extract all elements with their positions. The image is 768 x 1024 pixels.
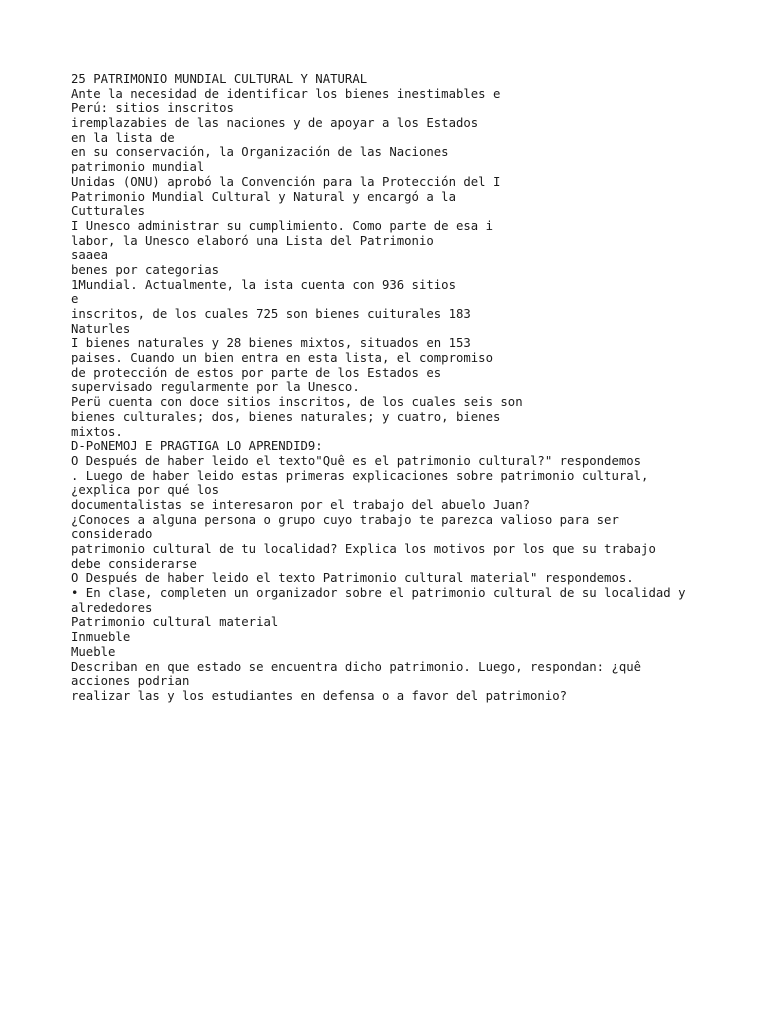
text-line: • En clase, completen un organizador sobre el patrimonio cultural de su localidad y: [71, 586, 686, 601]
text-line: en la lista de: [71, 130, 175, 145]
text-line: O Después de haber leido el texto"Quê es el patrimonio cultural?" respondemos: [71, 453, 642, 468]
text-line: bienes culturales; dos, bienes naturales; y cuatro, bienes: [71, 409, 501, 424]
text-line: patrimonio mundial: [71, 160, 205, 175]
text-line: Patrimonio cultural material: [71, 615, 279, 630]
text-line: debe considerarse: [71, 556, 197, 571]
text-line: documentalistas se interesaron por el trabajo del abuelo Juan?: [71, 497, 531, 512]
text-line: mixtos.: [71, 424, 123, 439]
document-title: 25 PATRIMONIO MUNDIAL CULTURAL Y NATURAL: [71, 72, 368, 86]
section-heading: D-PoNEMOJ E PRAGTIGA LO APRENDID9:: [71, 439, 323, 454]
text-line: O Después de haber leido el texto Patrimonio cultural material" respondemos.: [71, 571, 634, 586]
text-line: considerado: [71, 527, 153, 542]
text-line: Patrimonio Mundial Cultural y Natural y encargó a la: [71, 189, 456, 204]
text-line: Mueble: [71, 644, 116, 659]
text-line: 1Mundial. Actualmente, la ista cuenta con 936 sitios: [71, 277, 456, 292]
text-line: Describan en que estado se encuentra dicho patrimonio. Luego, respondan: ¿quê: [71, 659, 642, 674]
text-line: iremplazabies de las naciones y de apoyar a los Estados: [71, 116, 479, 131]
text-line: ¿Conoces a alguna persona o grupo cuyo trabajo te parezca valioso para ser: [71, 512, 619, 527]
text-line: realizar las y los estudiantes en defensa o a favor del patrimonio?: [71, 688, 568, 703]
text-line: Naturles: [71, 321, 131, 336]
text-line: e: [71, 292, 79, 307]
text-line: Inmueble: [71, 630, 131, 645]
text-line: labor, la Unesco elaboró una Lista del Patrimonio: [71, 233, 434, 248]
text-line: alrededores: [71, 600, 153, 615]
text-line: Cutturales: [71, 204, 146, 219]
text-line: Perü cuenta con doce sitios inscritos, de los cuales seis son: [71, 395, 523, 410]
text-line: de protección de estos por parte de los Estados es: [71, 365, 442, 380]
text-line: Perú: sitios inscritos: [71, 101, 234, 116]
text-line: paises. Cuando un bien entra en esta lista, el compromiso: [71, 351, 493, 366]
text-line: I bienes naturales y 28 bienes mixtos, situados en 153: [71, 336, 471, 351]
text-line: Unidas (ONU) aprobó la Convención para la Protección del I: [71, 174, 501, 189]
text-line: . Luego de haber leido estas primeras explicaciones sobre patrimonio cultural,: [71, 468, 649, 483]
text-line: I Unesco administrar su cumplimiento. Como parte de esa i: [71, 218, 493, 233]
text-line: inscritos, de los cuales 725 son bienes cuiturales 183: [71, 307, 471, 321]
text-line: benes por categorias: [71, 262, 220, 277]
text-line: en su conservación, la Organización de las Naciones: [71, 145, 449, 160]
text-line: ¿explica por qué los: [71, 483, 220, 498]
text-line: saaea: [71, 248, 109, 263]
text-line: patrimonio cultural de tu localidad? Explica los motivos por los que su trabajo: [71, 542, 656, 556]
document-text-block: [71, 72, 761, 704]
text-line: Ante la necesidad de identificar los bienes inestimables e: [71, 86, 501, 101]
text-line: supervisado regularmente por la Unesco.: [71, 380, 360, 395]
text-line: acciones podrian: [71, 674, 190, 689]
